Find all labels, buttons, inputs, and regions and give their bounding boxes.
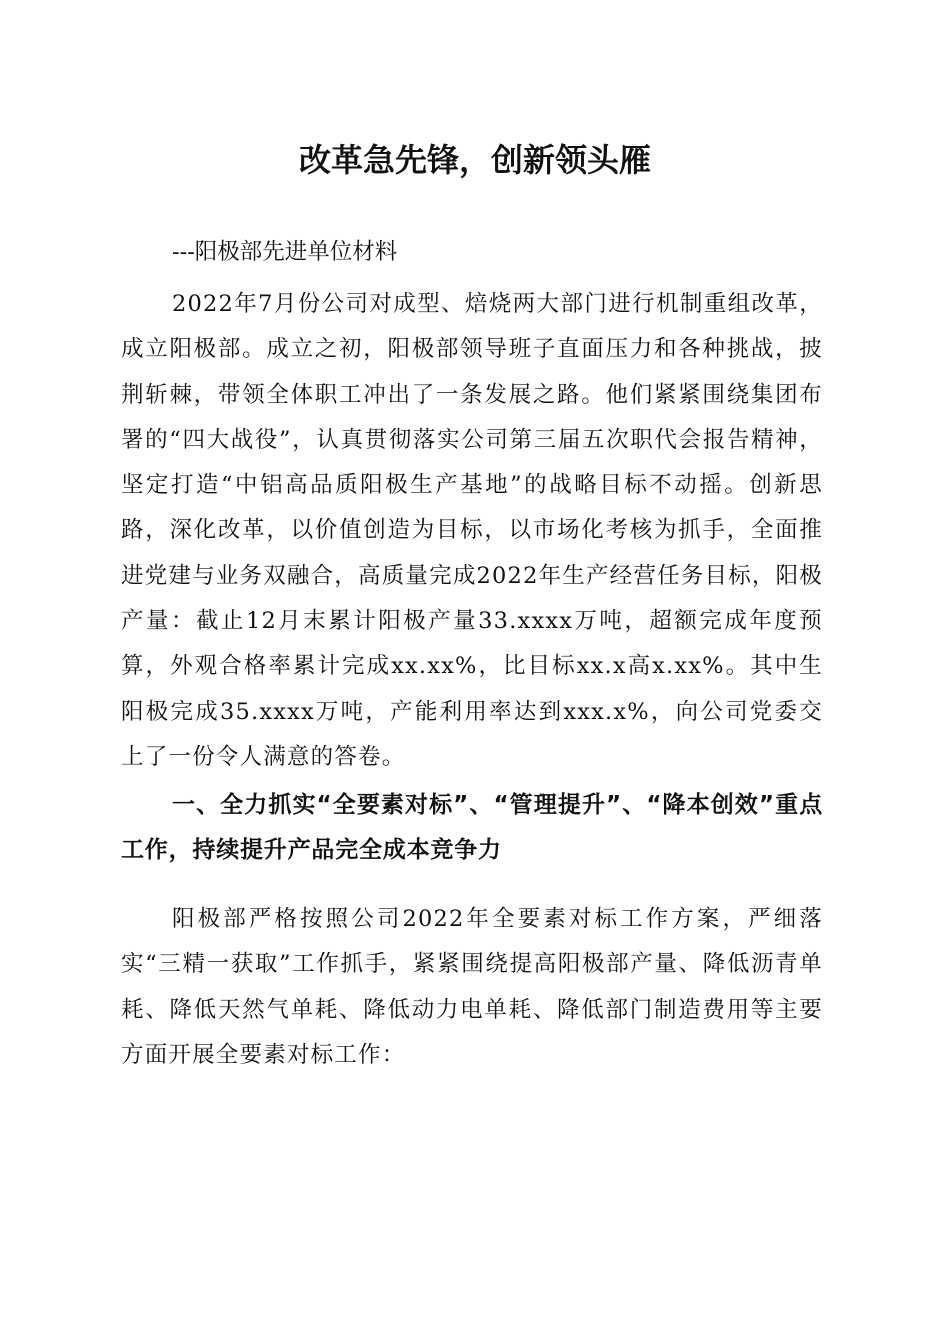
document-title: 改革急先锋，创新领头雁	[298, 141, 651, 179]
intro-paragraph: 2022年7月份公司对成型、焙烧两大部门进行机制重组改革，成立阳极部。成立之初，阳极部领导班子直面压力和各种挑战，披荆斩棘，带领全体职工冲出了一条发展之路。他们紧紧围绕集团布署的“四大战役”，认真贯彻落实公司第三届五次职代会报告精神，坚定打造“中铝高品质阳极生产基地”的战略目标不动摇。创新思路，深化改革，以价值创造为目标，以市场化考核为抓手，全面推进党建与业务双融合，高质量完成2022年生产经营任务目标，阳极产量：截止12月末累计阳极产量33.xxxx万吨，超额完成年度预算，外观合格率累计完成xx.xx%，比目标xx.x高x.xx%。其中生阳极完成35.xxxx万吨，产能利用率达到xxx.x%，向公司党委交上了一份令人满意的答卷。	[121, 291, 823, 770]
document-subtitle: ---阳极部先进单位材料	[172, 239, 398, 265]
section-1-paragraph: 阳极部严格按照公司2022年全要素对标工作方案，严细落实“三精一获取”工作抓手，紧紧围绕提高阳极部产量、降低沥青单耗、降低天然气单耗、降低动力电单耗、降低部门制造费用等主要方面开展全要素对标工作：	[121, 906, 823, 1068]
section-heading-1: 一、全力抓实“全要素对标”、“管理提升”、“降本创效”重点工作，持续提升产品完全成本竞争力	[121, 792, 823, 864]
